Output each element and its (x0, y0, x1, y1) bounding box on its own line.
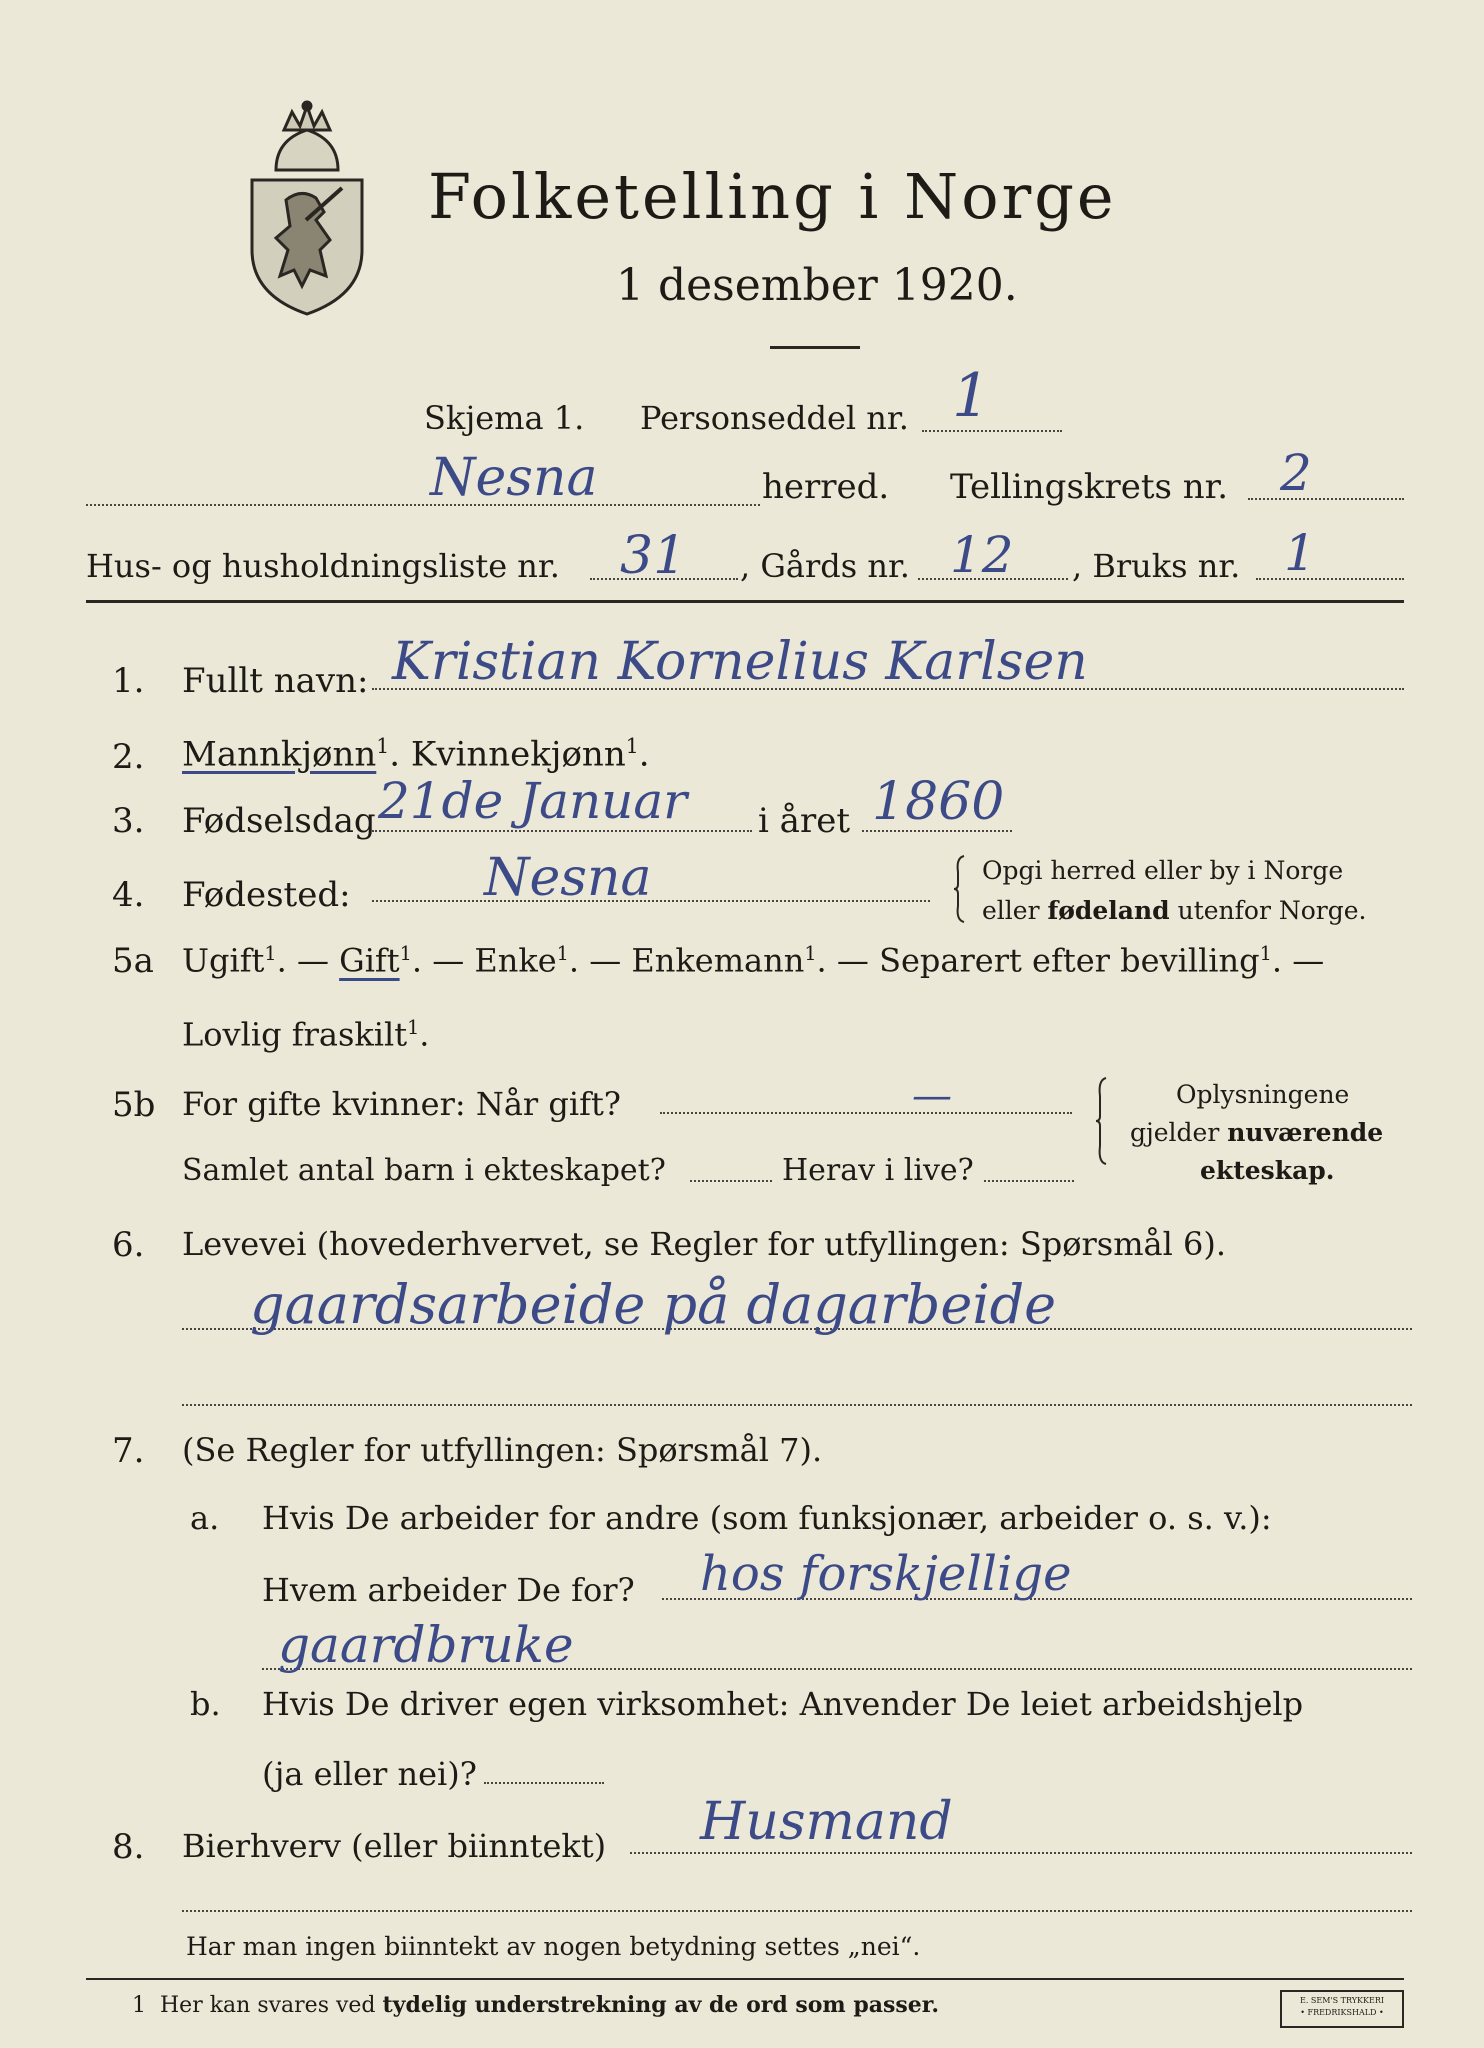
q5b-note-brace (1094, 1076, 1110, 1166)
q3-year-label: i året (758, 801, 850, 841)
q5a-gift: Gift (339, 941, 400, 980)
q7a-letter: a. (190, 1499, 220, 1537)
q2-options: Mannkjønn$^1$. Kvinnekjønn$^1$. (182, 734, 650, 775)
q4-note-line2: eller fødeland utenfor Norge. (982, 896, 1367, 925)
q6-number: 6. (112, 1225, 145, 1265)
herred-label: herred. (762, 467, 890, 507)
tellingskrets-line (1248, 498, 1404, 500)
gards-value: 12 (950, 526, 1014, 584)
title-divider (770, 346, 860, 349)
q2-number: 2. (112, 737, 145, 777)
q4-label: Fødested: (182, 875, 351, 915)
herred-line (86, 504, 760, 506)
q7b-line (484, 1782, 604, 1784)
header-divider (86, 600, 1404, 603)
q7a-text: Hvis De arbeider for andre (som funksjonær, arbeider o. s. v.): (262, 1499, 1272, 1537)
norway-coat-of-arms-icon (246, 100, 368, 318)
personseddel-label: Personseddel nr. (640, 399, 909, 437)
bruks-value: 1 (1284, 524, 1316, 582)
q5b-note-line1: Oplysningene (1176, 1080, 1350, 1109)
q7b-question: (ja eller nei)? (262, 1755, 477, 1793)
q2-female: Kvinnekjønn (410, 734, 626, 775)
q7a-value-2: gaardbruke (278, 1616, 574, 1674)
q8-line (630, 1852, 1412, 1854)
husliste-label: Hus- og husholdningsliste nr. (86, 547, 560, 585)
gards-label: , Gårds nr. (740, 547, 910, 585)
q5b-label: For gifte kvinner: Når gift? (182, 1085, 621, 1123)
q7-label: (Se Regler for utfyllingen: Spørsmål 7). (182, 1431, 823, 1469)
q3-number: 3. (112, 801, 145, 841)
q4-note-brace (952, 854, 968, 924)
q4-note-line1: Opgi herred eller by i Norge (982, 856, 1344, 885)
form-title: Folketelling i Norge (428, 160, 1117, 233)
personseddel-value: 1 (952, 361, 991, 431)
q1-value: Kristian Kornelius Karlsen (392, 632, 1088, 692)
q6-value: gaardsarbeide på dagarbeide (250, 1273, 1057, 1336)
q8-label: Bierhverv (eller biinntekt) (182, 1827, 607, 1865)
skjema-label: Skjema 1. (424, 399, 585, 437)
bruks-label: , Bruks nr. (1072, 547, 1241, 585)
q5b-herav: Herav i live? (782, 1153, 974, 1188)
q8-value: Husmand (700, 1792, 953, 1852)
q7a-value-1: hos forskjellige (700, 1546, 1072, 1602)
footnote: 1 Her kan svares ved tydelig understrekning av de ord som passer. (132, 1992, 940, 2018)
form-date: 1 desember 1920. (616, 260, 1018, 311)
q8-line2 (182, 1910, 1412, 1912)
q7a-question: Hvem arbeider De for? (262, 1571, 635, 1609)
q5a-options: Ugift$^1$. — Gift$^1$. — Enke$^1$. — Enkemann$^1$. — Separert efter bevilling$^1$. — (182, 941, 1325, 980)
q7b-text: Hvis De driver egen virksomhet: Anvender De leiet arbeidshjelp (262, 1685, 1304, 1723)
q5a-line2: Lovlig fraskilt$^1$. (182, 1015, 430, 1054)
q5b-note-line2: gjelder nuværende (1130, 1118, 1384, 1147)
husliste-value: 31 (620, 526, 687, 586)
footer-note: Har man ingen biinntekt av nogen betydning settes „nei“. (186, 1932, 921, 1961)
q5a-number: 5a (112, 941, 154, 981)
q4-value: Nesna (484, 848, 652, 908)
q8-number: 8. (112, 1827, 145, 1867)
q5b-number: 5b (112, 1085, 156, 1125)
q5b-line2: Samlet antal barn i ekteskapet? (182, 1153, 666, 1188)
q6-label: Levevei (hovederhvervet, se Regler for utfyllingen: Spørsmål 6). (182, 1225, 1227, 1263)
q5b-value: — (912, 1073, 952, 1119)
q3-value: 21de Januar (378, 772, 688, 830)
q4-number: 4. (112, 875, 145, 915)
tellingskrets-label: Tellingskrets nr. (950, 467, 1229, 507)
q7-number: 7. (112, 1431, 145, 1471)
q7b-letter: b. (190, 1685, 221, 1723)
bruks-line (1256, 578, 1404, 580)
q1-number: 1. (112, 661, 145, 701)
printer-stamp: E. SEM'S TRYKKERI • FREDRIKSHALD • (1280, 1990, 1404, 2028)
q3-year-value: 1860 (872, 772, 1005, 832)
q1-label: Fullt navn: (182, 661, 369, 701)
q6-line2 (182, 1404, 1412, 1406)
tellingskrets-value: 2 (1280, 444, 1312, 502)
personseddel-line (922, 430, 1062, 432)
q5b-herav-line (984, 1180, 1074, 1182)
q2-male: Mannkjønn (182, 734, 377, 775)
q3-line (372, 830, 752, 832)
q5b-line (660, 1112, 1072, 1114)
q3-label: Fødselsdag (182, 801, 376, 841)
herred-value: Nesna (430, 448, 598, 508)
footer-divider (86, 1978, 1404, 1980)
q5b-barn-line (690, 1180, 772, 1182)
q5b-note-line3: ekteskap. (1200, 1156, 1335, 1185)
